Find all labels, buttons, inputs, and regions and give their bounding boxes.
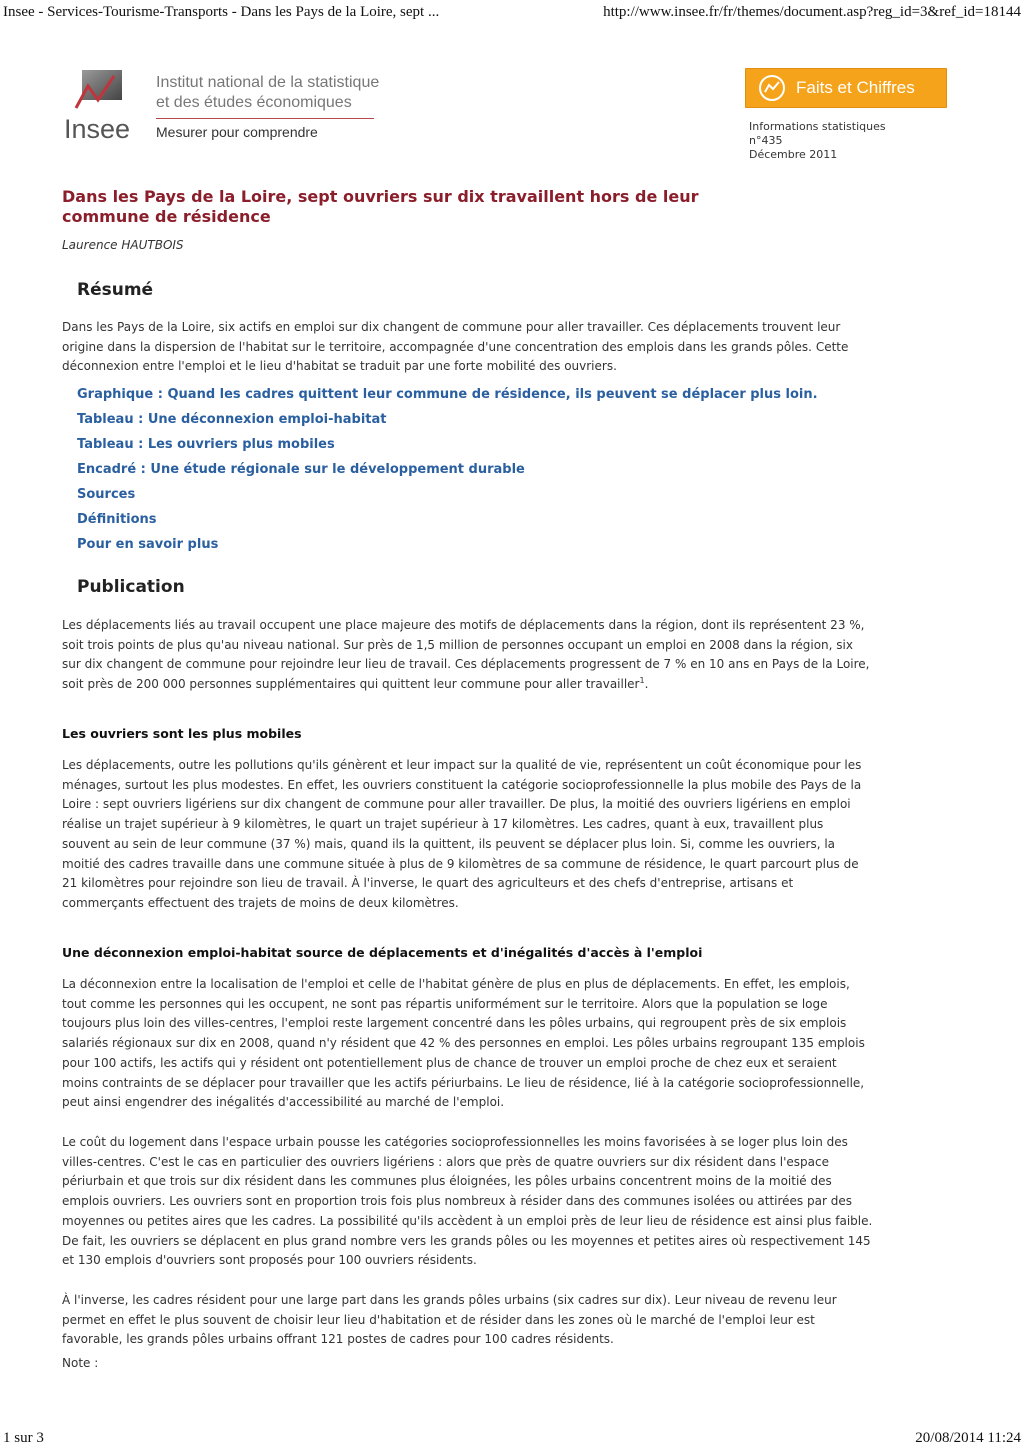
link-encadre[interactable]: Encadré : Une étude régionale sur le développement durable [77,462,525,477]
print-page-number: 1 sur 3 [3,1430,44,1446]
publication-paragraph-1-text: Les déplacements liés au travail occupent une place majeure des motifs de déplacements dans la région, dont ils représentent 23 %, soit trois points de plus qu'au niveau national. Sur près de 1,5 million de personnes occupant un emploi en 2008 dans la région, six sur dix changent de commune pour rejoindre leur lieu de travail. Ces déplacements progressent de 7 % en 10 ans en Pays de la Loire, soit près de 200 000 personnes supplémentaires qui quittent leur commune pour aller travailler [62,618,870,692]
print-url: http://www.insee.fr/fr/themes/document.asp?reg_id=3&ref_id=18144 [603,4,1021,20]
insee-logo-mark-icon [74,70,122,114]
publication-info [749,120,886,162]
info-number: n°435 [749,134,783,147]
subheading-ouvriers-mobiles: Les ouvriers sont les plus mobiles [62,726,302,741]
insee-wordmark: Insee [64,114,131,144]
info-series: Informations statistiques [749,120,886,133]
info-date: Décembre 2011 [749,148,838,161]
print-datetime: 20/08/2014 11:24 [915,1430,1021,1446]
resume-text: Dans les Pays de la Loire, six actifs en emploi sur dix changent de commune pour aller travailler. Ces déplacements trouvent leur origine dans la dispersion de l'habitat sur le territoire, accompagnée d'une concentration des emplois dans les grands pôles. Cette déconnexion entre l'emploi et le lieu d'habitat se traduit par une forte mobilité des ouvriers. [62,320,849,374]
subheading-deconnexion: Une déconnexion emploi-habitat source de déplacements et d'inégalités d'accès à l'emploi [62,945,703,960]
note-label: Note : [62,1356,99,1370]
resume-heading: Résumé [77,280,154,300]
print-page-title: Insee - Services-Tourisme-Transports - Dans les Pays de la Loire, sept ... [3,4,440,20]
article-author: Laurence HAUTBOIS [62,238,184,252]
link-pour-en-savoir-plus[interactable]: Pour en savoir plus [77,537,219,552]
publication-paragraph-1 [62,616,874,695]
link-tableau-deconnexion[interactable]: Tableau : Une déconnexion emploi-habitat [77,412,387,427]
footnote-ref-1[interactable]: 1 [639,676,645,686]
article-title: Dans les Pays de la Loire, sept ouvriers sur dix travaillent hors de leur commune de résidence [62,187,699,226]
insee-logo[interactable] [64,70,424,150]
faits-chiffres-icon [758,74,786,102]
publication-paragraph-1-end: . [644,677,649,692]
link-tableau-ouvriers[interactable]: Tableau : Les ouvriers plus mobiles [77,437,335,452]
institute-name-line2: et des études économiques [156,94,352,111]
insee-tagline: Mesurer pour comprendre [156,124,318,140]
link-definitions[interactable]: Définitions [77,512,157,527]
publication-paragraph-2: Les déplacements, outre les pollutions qu'ils génèrent et leur impact sur la qualité de vie, représentent un coût économique pour les ménages, surtout les plus modestes. En effet, les ouvriers constituent la catégorie socioprofessionnelle la plus mobile des Pays de la Loire : sept ouvriers ligériens sur dix changent de commune pour aller travailler. De plus, la moitié des ouvriers ligériens en emploi réalise un trajet supérieur à 9 kilomètres, le quart un trajet supérieur à 17 kilomètres. Les cadres, quant à eux, travaillent plus souvent au sein de leur commune (37 %) mais, quand ils la quittent, ils peuvent se déplacer plus loin. Si, comme les ouvriers, la moitié des cadres travaille dans une commune située à plus de 9 kilomètres de sa commune de résidence, le quart parcourt plus de 21 kilomètres pour rejoindre son lieu de travail. À l'inverse, le quart des agriculteurs et des chefs d'entreprise, artisans et commerçants effectuent des trajets de moins de deux kilomètres. [62,758,862,910]
print-header [3,2,1021,24]
institute-name-line1: Institut national de la statistique [156,74,380,91]
link-sources[interactable]: Sources [77,487,136,502]
faits-et-chiffres-label: Faits et Chiffres [796,78,915,97]
publication-paragraph-3: La déconnexion entre la localisation de l'emploi et celle de l'habitat génère de plus en plus de déplacements. En effet, les emplois, tout comme les personnes qui les occupent, ne sont pas répartis uniformément sur le territoire. Alors que la population se loge toujours plus loin des villes-centres, l'emploi reste largement concentré dans les pôles urbains, qui regroupent près de six emplois salariés régionaux sur dix en 2008, quand n'y résident que 42 % des personnes en emploi. Les pôles urbains regroupant 135 emplois pour 100 actifs, les actifs qui y résident ont potentiellement plus de chance de trouver un emploi proche de chez eux et seraient moins contraints de se déplacer pour travailler que les actifs périurbains. Le lieu de résidence, lié à la catégorie socioprofessionnelle, peut ainsi engendrer des inégalités d'accessibilité au marché de l'emploi. [62,977,865,1110]
publication-paragraph-4: Le coût du logement dans l'espace urbain pousse les catégories socioprofessionnelles les moins favorisées à se loger plus loin des villes-centres. C'est le cas en particulier des ouvriers ligériens : alors que près de quatre ouvriers sur dix résident dans l'espace périurbain et que trois sur dix résident dans les communes plus éloignées, les pôles urbains concentrent moins de la moitié des emplois ouvriers. Les ouvriers sont en proportion trois fois plus nombreux à résider dans des communes isolées ou attirées par des moyennes ou petites aires que les cadres. La possibilité qu'ils accèdent à un emploi près de leur lieu de résidence est ainsi plus faible. De fait, les ouvriers se déplacent en plus grand nombre vers les grands pôles ou les moyennes et petites aires où respectivement 145 et 130 emplois d'ouvriers sont proposés pour 100 ouvriers résidents. [62,1135,873,1268]
print-footer [3,1428,1021,1450]
logo-divider [156,118,374,119]
faits-et-chiffres-button[interactable] [745,68,947,108]
publication-paragraph-5: À l'inverse, les cadres résident pour une large part dans les grands pôles urbains (six cadres sur dix). Leur niveau de revenu leur permet en effet le plus souvent de choisir leur lieu d'habitation et de résider dans les zones où le marché de l'emploi leur est favorable, les grands pôles urbains offrant 121 postes de cadres pour 100 cadres résidents. [62,1293,837,1347]
publication-heading: Publication [77,577,185,597]
related-links [77,386,818,561]
link-graphique[interactable]: Graphique : Quand les cadres quittent leur commune de résidence, ils peuvent se déplacer plus loin. [77,387,818,402]
